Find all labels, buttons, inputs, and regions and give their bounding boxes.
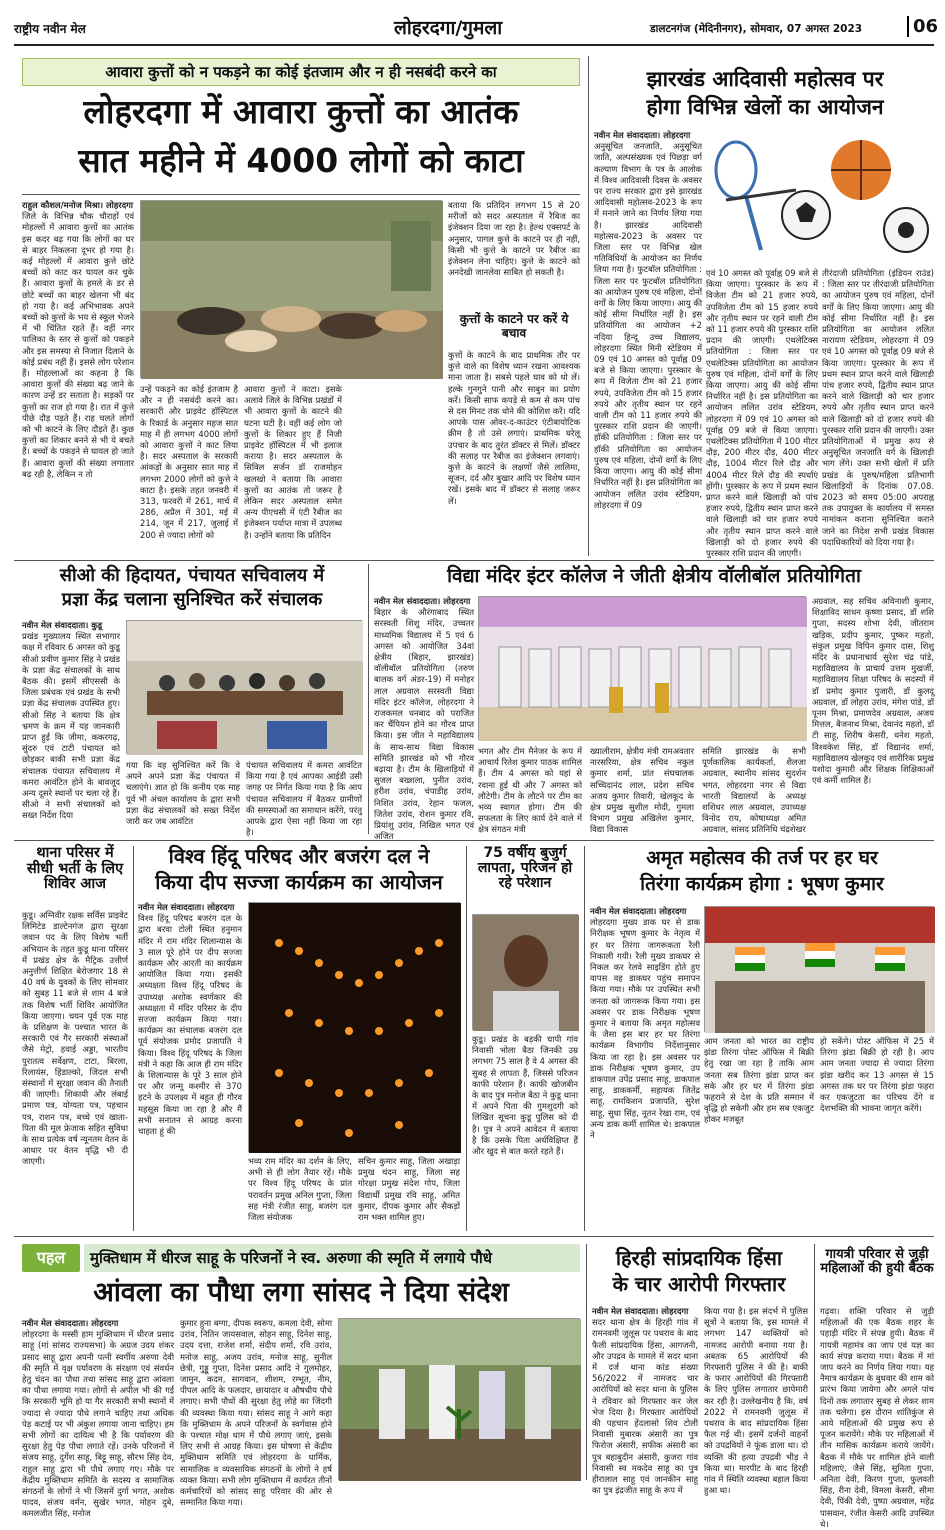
amla-byline: नवीन मेल संवाददाता। लोहरदगा — [22, 1318, 119, 1328]
meeting-hall-photo — [127, 621, 363, 755]
divider — [466, 846, 467, 1231]
hirhi-byline: नवीन मेल संवाददाता। लोहरदगा — [592, 1306, 689, 1316]
festival-col3: तीरंदाजी प्रतियोगिता (इंडियन राउंड) : जिला स्तर पर तीरंदाजी प्रतियोगिता का आयोजन पुरुष एवं महिला, दोनों वर्गों के लिए किया जाएगा। आयु की कोई सीमा निर्धारित नहीं है। इस प्रतियोगिता का आयोजन ललित नारायण स्टेडियम, लोहरदगा में 09 एवं 10 अगस्त को पूर्वाह्न 09 बजे से किया जाएगा। पुरस्कार के रूप में प्रथम स्थान प्राप्त करने वाले खिलाड़ी पांच हजार रुपये, द्वितीय स्थान प्राप्त करने वाले खिलाड़ी को चार हजार रुपये और तृतीय स्थान प्राप्त करने वाले खिलाड़ी को दो हजार रुपये की पुरस्कार राशि प्रदान की जाएगी। उक्त प्रतियोगिताओं में प्रमुख रूप से अनुसूचित जनजाति वर्ग के खिलाड़ी भाग लेंगे। उक्त सभी खेलों में प्रति प्रखंड के पुरुष/महिला प्रतिभागी खिलाड़ियों के दिनांक 07.08. 2023 को समय 05:00 अपराह्न तक उपायुक्त के कार्यालय में समस्त नामांकन कराना सुनिश्चित कराने जाने का निदेश सभी प्रखंड विकास पदाधिकारियों को दिया गया है। — [822, 268, 934, 547]
festival-headline-1: झारखंड आदिवासी महोत्सव पर — [646, 67, 884, 91]
meeting-photo — [126, 620, 362, 754]
volleyball-col1 — [374, 596, 474, 842]
missing-man-photo — [473, 915, 579, 1031]
vhp-byline: नवीन मेल संवाददाता। लोहरदगा — [138, 902, 235, 912]
volleyball-headline: विद्या मंदिर इंटर कॉलेज ने जीती क्षेत्रीय वॉलीबॉल प्रतियोगिता — [447, 565, 861, 587]
hirhi-col2: किया गया है। इस संदर्भ में पुलिस सूत्रों ने बताया कि, इस मामले में लगभग 147 व्यक्तियों को नामजद आरोपी बनाया गया है। अबतक 65 आरोपियों की गिरफ्तारी पुलिस ने की है। बाकी के फरार आरोपियों की गिरफ्तारी के लिए पुलिस लगातार छापेमारी कर रही है। उल्लेखनीय है कि, वर्ष 2022 में रामनवमी जुलूस में पथराव के बाद सांप्रदायिक हिंसा फैल गई थी। इसमें दर्जनों वाहनों को उपद्रवियों ने फूंक डाला था। दो व्यक्ति की हत्या उपद्रवी भीड़ ने किया था। मारपीट के बाद हिरही गांव में स्थिति व्यवस्था बहाल किया हुआ था। — [704, 1306, 808, 1496]
vhp-col3: सचिन कुमार साहू, जिला अखाड़ा प्रमुख चंदन साहू, जिला सह गोरक्षा प्रमुख संदेश गोप, जिला विद्यार्थी प्रमुख रवि साहू, अमित कुमार, दीपक कुमार और सैकड़ों राम भक्त शामिल हुए। — [358, 1156, 460, 1223]
tiranga-col3: हो सकेंगे। पोस्ट ऑफिस में 25 में तिरंगा झंडा बिक्री हो रही है। आप आम जनता ज्यादा से ज्यादा तिरंगा झंडा खरीद कर 13 अगस्त से 15 अगस्त तक घर पर तिरंगा झंडा फहरा कर एकजुटता का परिचय देंगे व देशभक्ति की भावना जागृत करेंगे। — [820, 1036, 934, 1114]
dogs-col1 — [22, 200, 134, 550]
pragya-text-1: प्रखंड मुख्यालय स्थित सभागार कक्ष में रविवार 6 अगस्त को कुडू सीओ प्रवीण कुमार सिंह ने प्रखंड के प्रज्ञा केंद्र संचालकों के साथ बैठक की। इसमें सीएससी के जिला प्रबंधक एवं प्रखंड के सभी प्रज्ञा केंद्र संचालक उपस्थित हुए। सीओ सिंह ने बताया कि क्षेत्र भ्रमण के क्रम में यह जानकारी प्राप्त हुई कि जीमा, ककरगढ़, सुंदरु एवं टाटी पंचायत को छोड़कर बाकी सभी प्रज्ञा केंद्र संचालक पंचायत सचिवालय में कमरा आवंटित होने के बावजूद अन्य दूसरे स्थानों पर चला रहे हैं। सीओ ने सभी संचालकों को सख्त निर्देश दिया — [22, 631, 120, 821]
vhp-headline-2: किया दीप सज्जा कार्यक्रम का आयोजन — [155, 870, 443, 894]
section-title: लोहरदगा/गुमला — [394, 17, 503, 39]
amla-text-1: लोहरदगा के मस्सी हाम मुक्तिधाम में धीरज प्रसाद साहू (मां सांसद राज्यसभा) के अग्रज उदय शंकर प्रसाद साहू द्वारा अपनी पत्नी स्वर्गीय अरुणा देवी की स्मृति में वृक्ष पर्यावरण के संरक्षण एवं संवर्धन हेतु चंदन का पौधा तथा सांसद साहू द्वारा आंवला का पौधा लगाया गया। लोगों से अपील भी की गई कि सरकारी भूमि हो या गैर सरकारी सभी स्थानों में ज्यादा से ज्यादा पौधे लगाने चाहिए तथा अधिक पेड़ कटाई पर भी अंकुश लगाया जाना चाहिए। हम सभी लोगों का दायित्व भी है कि पर्यावरण की सुरक्षा हेतु पेड़ पौधा लगाते रहें। उनके परिजनों में संजय साहू, दुर्गेश साहू, बिट्टू साहू, सौरभ सिंह देव, राहुल साहू द्वारा भी पौधे लगाए गए। मौके पर केंद्रीय मुक्तिधाम समिति के सदस्य व सामाजिक संगठनों के लोगों ने भी जिसमें दुर्गा भगत, अशोक यादव, संजय वर्मन, सुखेर भगत, मोहन दुबे, कमलजीत सिंह, मनोज — [22, 1329, 174, 1519]
divider — [14, 1236, 934, 1237]
tiranga-rally-photo — [705, 907, 935, 1033]
dogs-col3: आवारा कुत्तों ने काटा। इसके अलावे जिले के विभिन्न प्रखंडों में भी आवारा कुत्तों के काटने की घटना घटी है। वहीं कई लोग जो कुत्तों के शिकार हुए हैं निजी प्राइवेट हॉस्पिटल में भी इलाज कराया है। सदर अस्पताल के सिविल सर्जन डॉ राजमोहन खलखो ने बताया कि आवारा कुत्तों का आतंक तो जरूर है लेकिन सदर अस्पताल समेत अन्य पीएचसी में एंटी रैबीज का इंजेक्शन पर्याप्त मात्रा में उपलब्ध है। उन्होंने बताया कि प्रतिदिन — [244, 384, 342, 540]
dogs-text-1: जिले के विभिन्न चौक चौराहों एवं मोहल्लों में आवारा कुत्तों का आतंक इस कदर बढ़ गया कि लोगों का घर से बाहर निकलना दूभर हो गया है। कई मोहल्लों में आवारा कुत्ते छोटे बच्चों को काट कर घायल कर चुके हैं। आवारा कुत्तों के हमले के डर से छोटे बच्चों का बाहर खेलना भी बंद हो गया है। कई अभिभावक अपने बच्चों को कुत्तों के भय से स्कूल भेजने में भी चिंतित रहते हैं। वहीं नगर पालिका के स्तर से कुत्तों को पकड़ने और इस समस्या से निजात दिलाने के कोई प्रबंध नहीं हैं। इससे लोग परेशान हैं। मोहल्लाओं का कहना है कि आवारा कुत्तों की संख्या बढ़ जाने के कारण उन्हें डर सताता है। सड़कों पर कुत्तों का राज हो गया है। रात में कुत्ते पीछे दौड़ पड़ते हैं। राह चलते लोगों को भी काटने के लिए दौड़ते हैं। कुछ कुत्तों का शिकार बनने से भी ये बचते हैं। बच्चों के पकड़ने से घायल हो जाते हैं। आवारा कुत्तों की संख्या लगातार बढ़ रही है, लेकिन न तो — [22, 211, 135, 479]
festival-col1 — [594, 130, 702, 550]
festival-col2: एवं 10 अगस्त को पूर्वाह्न 09 बजे से किया जाएगा। पुरस्कार के रूप में विजेता टीम को 21 हजार रुपये, उपविजेता टीम को 15 हजार रुपये और तृतीय स्थान पर रहने वाली टीम को 11 हजार रुपये की पुरस्कार राशि प्रदान की जाएगी। एथलेटिक्स प्रतियोगिता : जिला स्तर पर एथलेटिक्स प्रतियोगिता का आयोजन पुरुष एवं महिला, दोनों वर्गों के लिए किया जाएगा। आयु की कोई सीमा निर्धारित नहीं है। इस प्रतियोगिता का आयोजन ललित उरांव स्टेडियम, लोहरदगा में 09 एवं 10 अगस्त को पूर्वाह्न 09 बजे से किया जाएगा। एथलेटिक्स प्रतियोगिता में 100 मीटर दौड़, 200 मीटर दौड़, 400 मीटर दौड़, 1004 मीटर रिले दौड़ और 4004 मीटर रिले दौड़ की स्पर्धाएं होंगी। पुरस्कार के रूप में प्रथम स्थान प्राप्त करने वाले खिलाड़ी को पांच हजार रुपये, द्वितीय स्थान प्राप्त करने वाले खिलाड़ी को चार हजार रुपये और तृतीय स्थान प्राप्त करने वाले खिलाड़ी को दो हजार रुपये की पुरस्कार राशि प्रदान की जाएगी। — [706, 268, 818, 559]
masthead — [14, 8, 939, 46]
dogs-photo — [140, 200, 442, 378]
gayatri-body: गढ़वा। शक्ति परिवार से जुड़ी महिलाओं की एक बैठक शहर के पहाड़ी मंदिर में संपन्न हुयी। बैठक में गायत्री महामंत्र का जाप एवं यज्ञ का कार्य संपन्न कराया गया। बैठक में मां जाप करने का निर्णय लिया गया। यह नैमात्र कार्यक्रम के बुधवार की शाम को प्रारंभ किया जायेगा और अगले पांच दिनों तक लगातार सुबह से लेकर शाम तक चलेगा। इस दौरान शांतिकुंज से आये महिलाओं की प्रमुख रूप से पूजन करायेंगे। मौके पर महिलाओं में तीन मासिक कार्यक्रम कराये जायेंगे। बैठक में मौके पर शामिल होने वाली महिलाएं, जैसे सिंह, सुनिता गुप्ता, अनिता देवी, किरण गुप्ता, फुलवती सिंह, रीना देवी, विमला केसरी, सीमा देवी, पिंकी देवी, पुष्पा अग्रवाल, महेंद्र पासवान, रंजीत केसरी आदि उपस्थित थे। — [820, 1306, 935, 1529]
amla-headline: आंवला का पौधा लगा सांसद ने दिया संदेश — [93, 1277, 509, 1308]
dogs-headline-1: लोहरदगा में आवारा कुत्तों का आतंक — [83, 92, 519, 131]
tiranga-col2: आम जनता को भारत का राष्ट्रीय झंडा तिरंगा पोस्ट ऑफिस में बिक्री हेतु रखा जा रहा है ताकि आम जनता सब तिरंगा झंडा प्राप्त कर सके और हर घर में तिरंगा झंडा फहराने से देश के प्रति सम्मान में वृद्धि हो सकेगी और हम सब एकजुट होकर मजबूत — [704, 1036, 814, 1125]
dogs-byline: राहुल कौशल/मनोज मिश्रा। लोहरदगा — [22, 200, 134, 210]
divider — [22, 194, 580, 195]
dogs-col4b: कुत्तों के काटने के बाद प्राथमिक तौर पर कुत्ते वाले का विशेष ध्यान रखना आवश्यक माना जाता है। सबसे पहले घाव को धो लें। हल्के गुनगुने पानी और साबुन का प्रयोग करें। किसी साफ कपड़े से कम से कम पांच से दस मिनट तक धोने की कोशिश करें। यदि आपके पास ओवर-द-काउंटर एंटीबायोटिक क्रीम है तो उसे लगाएं। प्राथमिक घरेलू उपचार के बाद तुरंत डॉक्टर से मिलें। डॉक्टर की सलाह पर रैबीज का इंजेक्शन लगवाएं। कुत्ते के काटने के लक्षणों जैसे लालिमा, सूजन, दर्द और बुखार आदि पर विशेष ध्यान रखें। इसके बाद में डॉक्टर से सलाह जरूर लें। — [448, 350, 580, 506]
dogs-headline-2: सात महीने में 4000 लोगों को काटा — [78, 141, 524, 180]
sports-equipment-graphic — [706, 130, 932, 262]
dateline: डालटनगंज (मेदिनीनगर), सोमवार, 07 अगस्त 2023 — [650, 23, 863, 35]
missing-body: कुडू। प्रखंड के बड़की चापी गांव निवासी भोला बैठा जिनकी उम्र लगभग 75 साल है वे 4 अगस्त की सुबह से लापता हैं, जिससे परिजन काफी परेशान हैं। काफी खोजबीन के बाद पुत्र मनोज बैठा ने कुडू थाना में अपने पिता की गुमशुदगी को लिखित सूचना कुडू पुलिस को दी है। पुत्र ने अपने आवेदन में बताया है कि उसके पिता अर्धविक्षिप्त हैं और खुद से बात करते रहते हैं। — [472, 1034, 578, 1157]
pragya-headline-1: सीओ की हिदायत, पंचायत सचिवालय में — [59, 565, 325, 586]
amla-col2: कुमार हुना बग्गा, दीपक स्वरूप, कमला देवी, सोमा उरांव, नितिन जायसवाल, सोहन साहू, दिनेश साहू, उदय दत्ता, राजेश शर्मा, संदीप शर्मा, रवि उरांव, मनोज साहू, अजय उरांव, मनोज साहू, सुनील छेत्री, गुड्डू गुप्ता, दिनेश प्रसाद आदि ने गुलमोहर, जामुन, कदम, सागवान, शीशम, रम्भूत, नीम, पीपल आदि के फलदार, छायादार व औषधीय पौधे लगाए। सभी पौधों की सुरक्षा हेतु लोहे का जिंदगी की व्यवस्था किया गया। सांसद साहू ने आगे कहा कि मुक्तिधाम के अपने परिजनों के स्वर्गवास होने के पश्चात मोक्ष धाम में पौधे लगाए जाएं, इसके लिए सभी से आग्रह किया। इस घोषणा से केंद्रीय मुक्तिधाम समिति एवं लोहरदगा के धार्मिक, सामाजिक व व्यवसायिक संगठनों के लोगों ने हर्ष व्यक्त किया। सभी लोग मुक्तिधाम में कार्यरत तीनों कर्मचारियों को सांसद साहू परिवार की ओर से सम्मानित किया गया। — [180, 1318, 332, 1508]
dogs-col4: बताया कि प्रतिदिन लगभग 15 से 20 मरीजों को सदर अस्पताल में रैबिज का इंजेक्शन दिया जा रहा है। हेल्थ एक्सपर्ट के अनुसार, पागल कुत्ते के काटने पर ही नहीं, किसी भी कुत्ते के काटने पर रैबीज का इंजेक्शन लेना चाहिए। कुत्ते के काटने को अनदेखी जानलेवा साबित हो सकती है। — [448, 200, 580, 278]
hirhi-col1 — [592, 1306, 698, 1496]
vhp-headline-1: विश्व हिंदू परिषद और बजरंग दल ने — [168, 844, 430, 868]
plantation-photo — [338, 1318, 580, 1480]
pragya-byline: नवीन मेल संवाददाता। कुडू — [22, 620, 103, 630]
hirhi-text-1: सदर थाना क्षेत्र के हिरही गांव में रामनवमी जुलूस पर पथराव के बाद फैली सांप्रदायिक हिंसा, आगजनी, और उपद्रव के मामले में सदर थाना में दर्ज थाना कांड संख्या 56/2022 में नामजद चार आरोपियों को सदर थाना के पुलिस ने रविवार को गिरफ्तार कर जेल भेज दिया है। गिरफ्तार आरोपियों की पहचान हेंदलासो शिव टोली निवासी मुबारक अंसारी का पुत्र फिरोज अंसारी, सफीक अंसारी का पुत्र बहाबुदीन अंसारी, कुजरा गांव निवासी स्व मकदेव साहू का पुत्र हीरालाल साहू एवं जानकीन साहू का पुत्र इंद्रजीत साहू के रूप में — [592, 1317, 698, 1496]
diya-lamps-photo — [249, 903, 461, 1153]
vhp-text-1: विश्व हिंदू परिषद बजरंग दल के द्वारा बरवा टोली स्थित हनुमान मंदिर में राम मंदिर शिलान्यास के 3 साल पूरे होने पर दीप सज्जा कार्यक्रम और आरती का कार्यक्रम आयोजित किया गया। इसकी अध्यक्षता विश्व हिंदू परिषद के उपाध्यक्ष अशोक स्वर्णकार की अध्यक्षता में मंदिर परिसर के दीप सज्जा कार्यक्रम किया गया। कार्यक्रम का संचालक बजरंग दल पूर्व संयोजक प्रमोद प्रजापति ने किया। विश्व हिंदू परिषद के जिला मंत्री ने कहा कि आज ही राम मंदिर के शिलान्यास के पूरे 3 साल होने पर और जन्मू कश्मीर से 370 हटने के उपलक्ष्य में बहुत ही गौरव महसूस किया जा रहा है और मैं सभी सनातन से आग्रह करना चाहता हूं की — [138, 913, 242, 1137]
festival-byline: नवीन मेल संवाददाता। लोहरदगा — [594, 130, 691, 140]
page-number: 06 — [907, 16, 935, 37]
pragya-col1 — [22, 620, 120, 834]
festival-text-1: अनुसूचित जनजाति, अनुसूचित जाति, अल्पसंख्यक एवं पिछड़ा वर्ग कल्याण विभाग के पत्र के आलोक में विश्व आदिवासी दिवस के अवसर पर राज्य सरकार द्वारा इसे झारखंड आदिवासी महोत्सव-2023 के रूप में मनाने जाने का निर्णय लिया गया है। झारखंड आदिवासी महोत्सव-2023 के अवसर पर जिला स्तर पर विभिन्न खेल गतिविधियों के आयोजन का निर्णय लिया गया है। फुटबॉल प्रतियोगिता : जिला स्तर पर फुटबॉल प्रतियोगिता का आयोजन पुरुष एवं महिला, दोनों वर्गों के लिए किया जाएगा। आयु की कोई सीमा निर्धारित नहीं है। इस प्रतियोगिता का आयोजन +2 नदिया हिन्दू उच्च विद्यालय, लोहरदगा स्थित मिनी स्टेडियम में 09 एवं 10 अगस्त को पूर्वाह्न 09 बजे से किया जाएगा। पुरस्कार के रूप में विजेता टीम को 21 हजार रुपये, उपविजेता टीम को 15 हजार रुपये और तृतीय स्थान पर रहने वाली टीम को 11 हजार रुपये की पुरस्कार राशि प्रदान की जाएगी। हॉकी प्रतियोगिता : जिला स्तर पर हॉकी प्रतियोगिता का आयोजन पुरुष एवं महिला, दोनों वर्गों के लिए किया जाएगा। आयु की कोई सीमा निर्धारित नहीं है। इस प्रतियोगिता का आयोजन ललित उरांव स्टेडियम, लोहरदगा में 09 — [594, 141, 702, 510]
volleyball-col2: भगत और टीम मैनेजर के रूप में आचार्य रितेश कुमार पाठक शामिल हैं। टीम 4 अगस्त को यहां से रवाना हुई थी और 7 अगस्त को लौटेगी। टीम के लौटने पर टीम का भव्य स्वागत होगा। टीम की सफलता के लिए कार्य देने वाले में क्षेत्र संगठन मंत्री — [478, 746, 582, 835]
tree-plantation-photo — [339, 1319, 581, 1481]
pragya-headline-2: प्रज्ञा केंद्र चलाना सुनिश्चित करें संचालक — [61, 589, 323, 610]
diya-photo — [248, 902, 460, 1152]
pragya-col2: गया कि वह सुनिश्चित करें कि वे अपने अपने प्रज्ञा केंद्र पंचायत में चलाएंगे। ज्ञात हो कि कनीय एक माह पूर्व भी अंचल कार्यालय के द्वारा सभी प्रज्ञा केंद्र संचालकों को सख्त निर्देश जारी कर जब आवंटित — [126, 760, 240, 827]
sports-photo — [706, 130, 932, 262]
volleyball-team-photo — [479, 597, 807, 741]
divider — [814, 1244, 815, 1480]
dogs-col2: उन्हें पकड़ने का कोई इंतजाम है और न ही नसबंदी करने का। सरकारी और प्राइवेट हॉस्पिटल के रिकार्ड के अनुसार महज सात माह में ही लगभग 4000 लोगों को आवारा कुत्तों ने काट लिया है। सदर अस्पताल के सरकारी आंकड़ों के अनुसार सात माह में लगभग 2000 लोगों को कुत्ते ने काटा है। इसके तहत जनवरी में 313, फरवरी में 261, मार्च में 286, अप्रैल में 301, मई में 214, जून में 217, जुलाई में 200 से ज्यादा लोगों को — [140, 384, 238, 540]
dogs-col3b — [348, 384, 442, 550]
dogs-subhead: कुत्तों के काटने पर करें ये बचाव — [459, 312, 569, 341]
pragya-col3: पंचायत सचिवालय में कमरा आवंटित किया गया है एवं आपका आईडी उसी जगह पर निर्गत किया गया है कि आप पंचायत सचिवालय में बैठकर ग्रामीणों की समस्याओं का समाधान करेंगे, परंतु आपके द्वारा ऐसा नहीं किया जा रहा है। — [246, 760, 362, 838]
tiranga-byline: नवीन मेल संवाददाता। लोहरदगा — [590, 906, 687, 916]
bharti-headline: थाना परिसर में सीधी भर्ती के लिए शिविर आज — [26, 845, 124, 893]
missing-headline: 75 वर्षीय बुजुर्ग लापता, परिजन हो रहे परेशान — [477, 845, 573, 892]
elder-photo — [472, 914, 578, 1030]
bharti-body: कुडू। अग्निवीर रक्षक सर्विस प्राइवेट लिमिटेड डाल्टेनगंज द्वारा सुरक्षा जवान पद के लिए विशेष भर्ती अभियान के तहत कुडू थाना परिसर में प्रखंड क्षेत्र के मैट्रिक उत्तीर्ण अनुत्तीर्ण शिक्षित बेरोजगार 18 से 40 वर्ष के युवकों के लिए सोमवार को सुबह 11 बजे से शाम 4 बजे तक विशेष भर्ती शिविर आयोजित किया जाएगा। चयन पूर्व एक माह के प्रशिक्षण के पश्चात भारत के सरकारी एवं गैर सरकारी संस्थाओं जैसे मेट्रो, हवाई अड्डा, भारतीय पुरातत्व सर्वेक्षण, टाटा, बिरला, रिलायंस, हिंडाल्को, जिंदल सभी संस्थानों में सुरक्षा जवान की तैनाती की जाएगी। शिकायी और लंबाई प्रमाण पत्र, योग्यता पत्र, पहचान पत्र, राशन पत्र, बच्चे एवं खाता-पिता की मूल फ्रेजाक सहित सुविधा के साथ प्रत्येक वर्ष न्यूनतम वेतन के आधार पर वेतन वृद्धि भी दी जाएगी। — [22, 910, 128, 1167]
pahal-tag: पहल — [22, 1244, 80, 1272]
paper-name: राष्ट्रीय नवीन मेल — [14, 22, 86, 36]
divider — [133, 846, 134, 1231]
divider — [368, 564, 369, 834]
tiranga-headline-2: तिरंगा कार्यक्रम होगा : भूषण कुमार — [640, 873, 884, 895]
volleyball-col3: ख्यालीराम, क्षेत्रीय मंत्री रामअवतार नारसरिया, क्षेत्र सचिव नकुल कुमार शर्मा, प्रांत संघचालक सच्चिदानंद लाल, प्रदेश सचिव अजय कुमार तिवारी, खेलकूद के क्षेत्र प्रमुख सुशील मोदी, गुमला विभाग प्रमुख अखिलेश कुमार, विद्या विकास — [590, 746, 694, 835]
volleyball-col5: अग्रवाल, सह सचिव अविनाशी कुमार, शिक्षाविद साधन कृष्णा प्रसाद, डॉ शशि गुप्ता, सदस्य शोभा देवी, जीतराम खड़िक, प्रदीप कुमार, पुष्कर महतो, संकुल प्रमुख विपिन कुमार दास, शिशु मंदिर के प्रधानाचार्य सुरेश चंद्र पांडे, महाविद्यालय के प्राचार्य उत्तम मुखर्जी, महाविद्यालय शिक्षा परिषद के सदस्यों में डॉ प्रमोद कुमार पुजारी, डॉ कुलदू अग्रवाल, डॉ लोहरा उरांव, मंगेश पांडे, डॉ पूनम मिश्रा, प्रमाणदेव अग्रवाल, अजय मित्तल, बैजनाथ मिश्रा, देवानंद महतो, डॉ टी साहू, शिरीष केसरी, धनेश महतो, विश्वकेश सिंह, डॉ विद्यानंद शर्मा, महाविद्यालय खेलकूद एवं शारीरिक प्रमुख यशोदा कुमारी और शिक्षक शिक्षिकाओं एवं कर्मी शामिल हैं। — [812, 596, 934, 786]
rally-photo — [704, 906, 934, 1032]
divider — [586, 1244, 587, 1480]
volleyball-text-1: बिहार के औरंगाबाद स्थित सरस्वती शिशु मंदिर, उच्चतर माध्यमिक विद्यालय में 5 एवं 6 अगस्त को आयोजित 34वां क्षेत्रीय (बिहार, झारखंड) वॉलीबॉल प्रतियोगिता (तरुण बालक वर्ग अंडर-19) में मनोहर लाल अग्रवाल सरस्वती विद्या मंदिर इंटर कॉलेज, लोहरदगा ने राजकमल धनबाद को पराजित कर चैंपियन होने का गौरव प्राप्त किया। इस जीत ने महाविद्यालय के साथ-साथ विद्या विकास समिति झारखंड को भी गौरव बढ़ाया है। टीम के खिलाड़ियों में सुजल बख्शला, पुनीत उरांव, हरीश उरांव, चंपाडीह उरांव, निशित उरांव, रेहान फजल, जितेश उरांव, रोशन कुमार रवि, प्रियांशु उरांव, निखिल भगत एवं अजित — [374, 607, 474, 842]
festival-headline-2: होगा विभिन्न खेलों का आयोजन — [646, 95, 884, 119]
tiranga-headline-1: अमृत महोत्सव की तर्ज पर हर घर — [646, 847, 878, 869]
vhp-col1 — [138, 902, 242, 1230]
team-photo — [478, 596, 806, 740]
volleyball-byline: नवीन मेल संवाददाता। लोहरदगा — [374, 596, 471, 606]
dogs-kicker: आवारा कुत्तों को न पकड़ने का कोई इंतजाम और न ही नसबंदी करने का — [105, 63, 497, 81]
divider — [584, 846, 585, 1231]
tiranga-col1 — [590, 906, 700, 1230]
stray-dogs-photo — [141, 201, 443, 379]
divider — [14, 840, 934, 841]
dogs-kicker-bar — [22, 58, 580, 86]
divider — [14, 560, 934, 561]
tiranga-text-1: लोहरदगा मुख्य डाक घर से डाक निरीक्षक भूषण कुमार के नेतृत्व में हर घर तिरंगा जागरूकता रैली निकाली गयी। रैली मुख्य डाकघर से निकल कर रेलवे साइडिंग होते हुए वापस वह डाकघर पहुंच समापन किया गया। मौके पर उपस्थित सभी जनता को जागरूक किया गया। इस अवसर पर डाक निरीक्षक भूषण कुमार ने बताया कि अमृत महोत्सव के जैसा इस बार हर घर तिरंगा कार्यक्रम विभागीय निर्देशानुसार किया जा रहा है। इस अवसर पर डाक निरीक्षक भूषण कुमार, उप डाकपाल उपेंद्र प्रसाद साहू, डाकपाल साहू, डाककर्मी, सहायक जितेंद्र साहू, रामकिशन प्रजापति, सुरेश साहू, सुधा सिंह, नूतन रेखा राम, एवं अन्य डाक कर्मी शामिल थे। डाकपाल ने — [590, 917, 700, 1141]
amla-kicker: मुक्तिधाम में धीरज साहू के परिजनों ने स्व. अरुणा की स्मृति में लगाये पौधे — [84, 1244, 580, 1272]
gayatri-headline: गायत्री परिवार से जुड़ी महिलाओं की हुयी बैठक — [820, 1247, 934, 1277]
volleyball-col4: समिति झारखंड के सभी पूर्णकालिक कार्यकर्ता, शैलजा अग्रवाल, स्थानीय सांसद सुदर्शन भगत, लोहरदगा नगर से विद्या भारती विद्यालयों के अध्यक्ष शशिधर लाल अग्रवाल, उपाध्यक्ष विनोद राय, कोषाध्यक्ष अमित अग्रवाल, सांसद प्रतिनिधि चंद्रशेखर — [702, 746, 806, 835]
hirhi-headline-1: हिरही सांप्रदायिक हिंसा — [615, 1246, 783, 1270]
hirhi-headline-2: के चार आरोपी गिरफ्तार — [612, 1272, 786, 1296]
divider — [588, 56, 589, 556]
vhp-col2: भव्य राम मंदिर का दर्शन के लिए, अभी से ही लोग तैयार रहें। मौके पर विश्व हिंदू परिषद के प्रांत परावर्तन प्रमुख अनिल गुप्ता, जिला सह मंत्री रंजीत साहू, बजरंग दल जिला संयोजक — [248, 1156, 352, 1223]
amla-col1 — [22, 1318, 174, 1519]
